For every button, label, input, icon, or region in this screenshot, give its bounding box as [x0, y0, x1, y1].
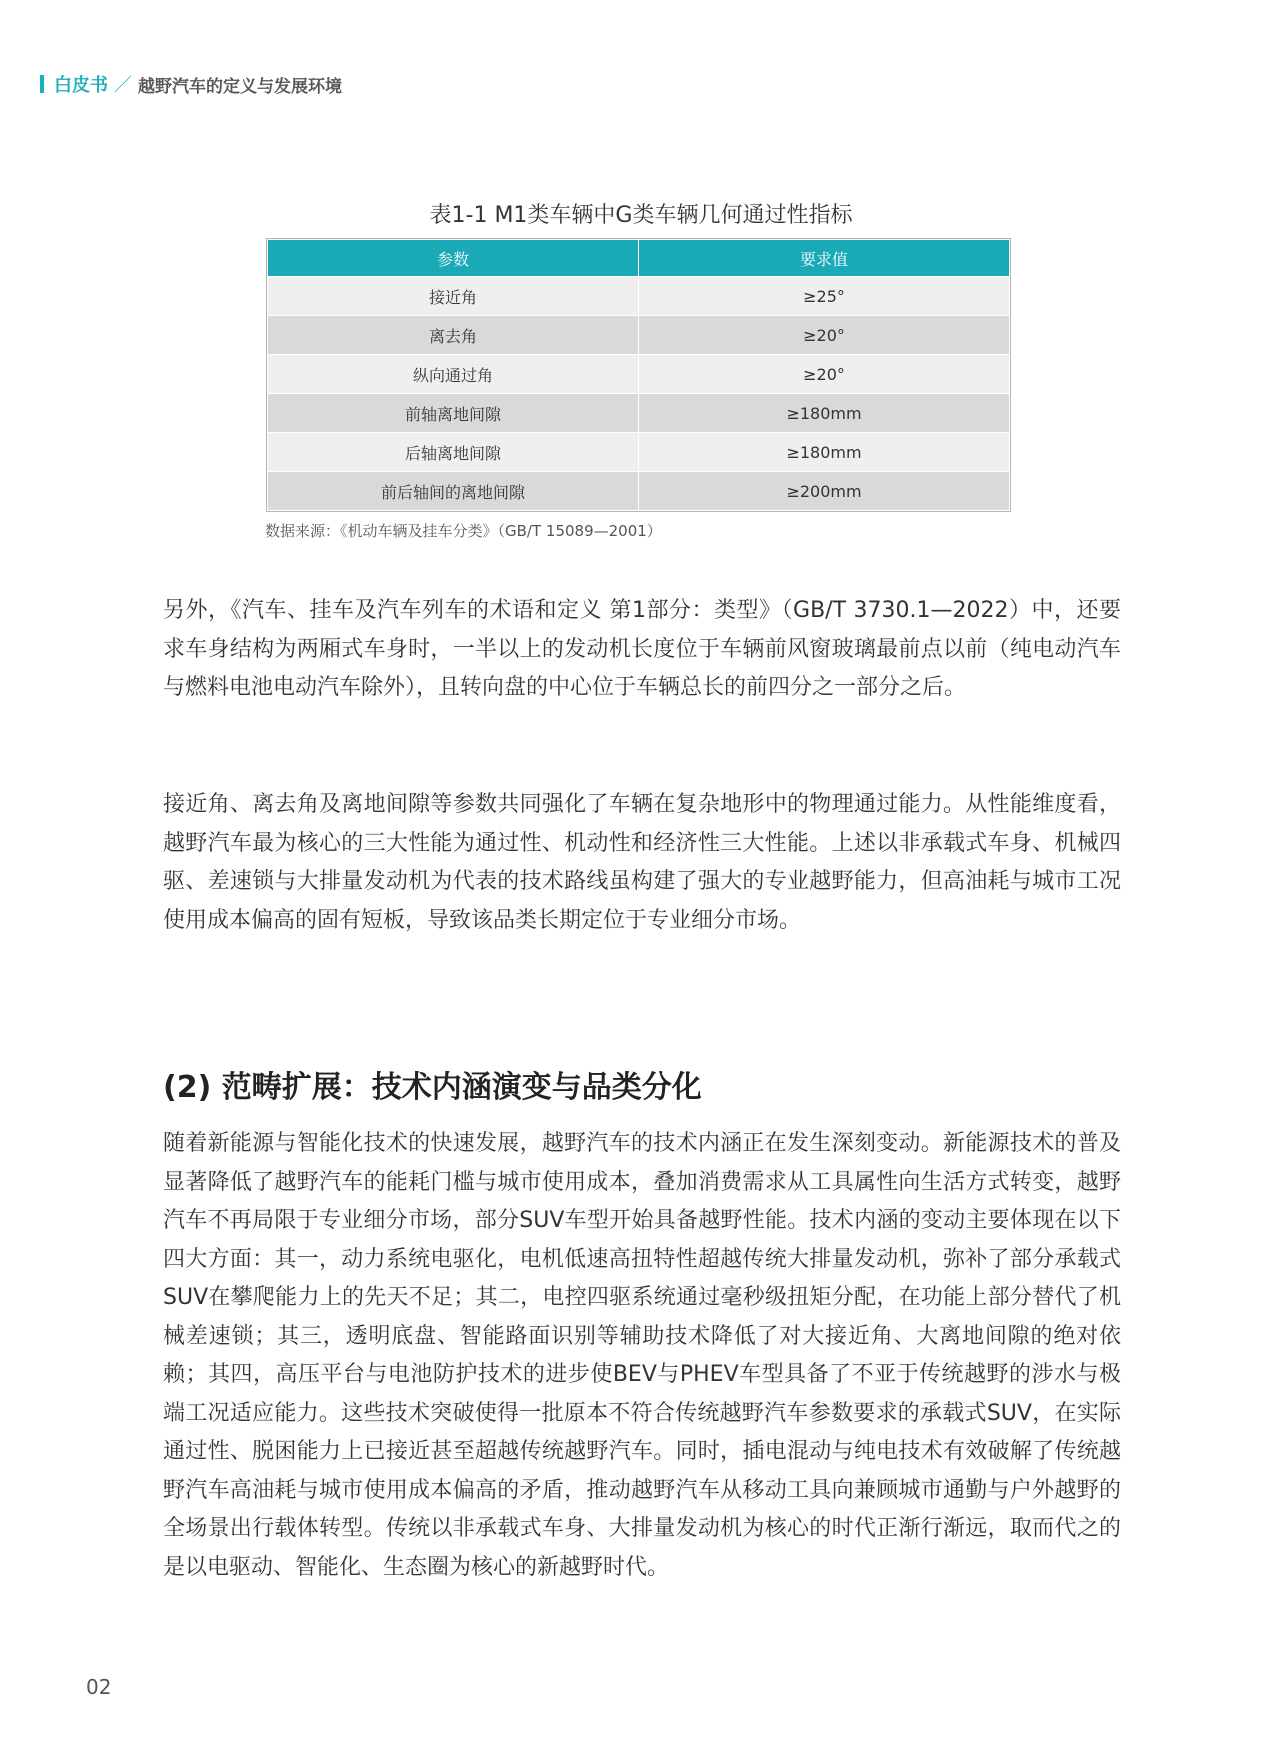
spec-table	[267, 239, 1010, 511]
row-value: ≥180mm	[639, 433, 1010, 472]
row-parameter: 纵向通过角	[268, 355, 639, 394]
row-value: ≥200mm	[639, 472, 1010, 511]
table-row	[268, 433, 1010, 472]
table-row	[268, 316, 1010, 355]
header-separator: ／	[114, 75, 132, 96]
header-brand: 白皮书	[54, 75, 108, 96]
table-header-row	[268, 240, 1010, 277]
table-title: 表1-1 M1类车辆中G类车辆几何通过性指标	[429, 203, 853, 228]
paragraph-performance: 接近角、离去角及离地间隙等参数共同强化了车辆在复杂地形中的物理通过能力。从性能维度看，越野汽车最为核心的三大性能为通过性、机动性和经济性三大性能。上述以非承载式车身、机械四驱、差速锁与大排量发动机为代表的技术路线虽构建了强大的专业越野能力，但高油耗与城市工况使用成本偏高的固有短板，导致该品类长期定位于专业细分市场。	[163, 792, 1121, 933]
table-row	[268, 394, 1010, 433]
table-source-note: 数据来源：《机动车辆及挂车分类》（GB/T 15089—2001）	[265, 522, 662, 540]
paragraph-gbt3730: 另外，《汽车、挂车及汽车列车的术语和定义 第1部分：类型》（GB/T 3730.1—2022）中，还要求车身结构为两厢式车身时，一半以上的发动机长度位于车辆前风窗玻璃最前点以前（纯电动汽车与燃料电池电动汽车除外），且转向盘的中心位于车辆总长的前四分之一部分之后。	[163, 598, 1121, 700]
table-row	[268, 472, 1010, 511]
row-parameter: 接近角	[268, 277, 639, 316]
row-value: ≥20°	[639, 355, 1010, 394]
row-value: ≥180mm	[639, 394, 1010, 433]
table-row	[268, 277, 1010, 316]
row-parameter: 后轴离地间隙	[268, 433, 639, 472]
row-value: ≥25°	[639, 277, 1010, 316]
header-section-title: 越野汽车的定义与发展环境	[138, 76, 342, 97]
row-parameter: 离去角	[268, 316, 639, 355]
column-header-parameter: 参数	[268, 240, 639, 277]
paragraph-tech-evolution: 随着新能源与智能化技术的快速发展，越野汽车的技术内涵正在发生深刻变动。新能源技术的普及显著降低了越野汽车的能耗门槛与城市使用成本，叠加消费需求从工具属性向生活方式转变，越野汽车不再局限于专业细分市场，部分SUV车型开始具备越野性能。技术内涵的变动主要体现在以下四大方面：其一，动力系统电驱化，电机低速高扭特性超越传统大排量发动机，弥补了部分承载式SUV在攀爬能力上的先天不足；其二，电控四驱系统通过毫秒级扭矩分配，在功能上部分替代了机械差速锁；其三，透明底盘、智能路面识别等辅助技术降低了对大接近角、大离地间隙的绝对依赖；其四，高压平台与电池防护技术的进步使BEV与PHEV车型具备了不亚于传统越野的涉水与极端工况适应能力。这些技术突破使得一批原本不符合传统越野汽车参数要求的承载式SUV，在实际通过性、脱困能力上已接近甚至超越传统越野汽车。同时，插电混动与纯电技术有效破解了传统越野汽车高油耗与城市使用成本偏高的矛盾，推动越野汽车从移动工具向兼顾城市通勤与户外越野的全场景出行载体转型。传统以非承载式车身、大排量发动机为核心的时代正渐行渐远，取而代之的是以电驱动、智能化、生态圈为核心的新越野时代。	[163, 1131, 1121, 1580]
page-number: 02	[86, 1675, 112, 1699]
running-header	[40, 72, 342, 96]
row-parameter: 前后轴间的离地间隙	[268, 472, 639, 511]
header-accent-bar	[40, 75, 44, 93]
row-value: ≥20°	[639, 316, 1010, 355]
table-row	[268, 355, 1010, 394]
row-parameter: 前轴离地间隙	[268, 394, 639, 433]
section-heading: (2) 范畴扩展：技术内涵演变与品类分化	[163, 1070, 702, 1105]
column-header-value: 要求值	[639, 240, 1010, 277]
